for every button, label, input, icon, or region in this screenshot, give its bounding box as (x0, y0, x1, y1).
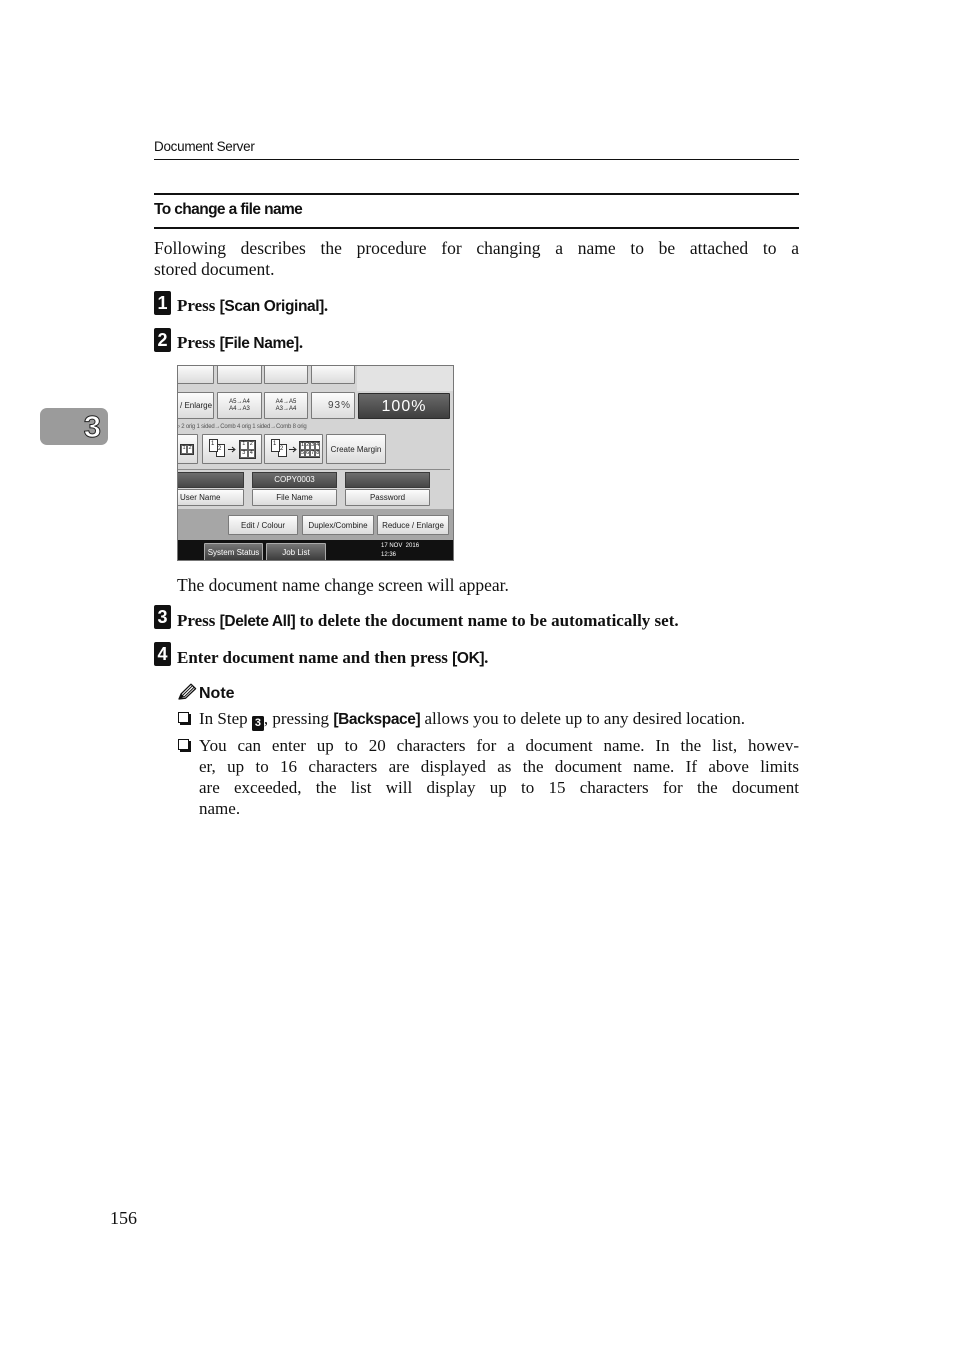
original-page-icon: 2 (216, 444, 225, 457)
note-bullet (199, 735, 799, 819)
preset-label: A3→A4 (275, 405, 297, 412)
step-number-marker: 1 (154, 291, 171, 315)
note-text: In Step (199, 709, 252, 728)
page-digit: 2 (187, 445, 193, 454)
reduce-enlarge-button: Reduce / Enlarge (377, 515, 449, 535)
status-time: 12:36 (381, 552, 397, 558)
screen-button (217, 365, 262, 384)
job-list-button: Job List (266, 543, 326, 561)
combined-page-icon (239, 440, 256, 459)
page-digit: 3 (311, 442, 315, 448)
bullet-box-icon (178, 712, 189, 723)
preset-label: A4→A3 (229, 405, 250, 412)
preset-label: A5→A4 (229, 398, 250, 405)
intro-paragraph (154, 238, 799, 280)
page-digit: 5 (301, 449, 305, 456)
chapter-number: 3 (83, 409, 101, 444)
original-page-icon: 2 (278, 444, 287, 457)
preset-label: A4→A5 (275, 398, 297, 405)
note-text: , pressing (263, 709, 334, 728)
system-status-button: System Status (204, 543, 263, 561)
arrow-right-icon (228, 446, 237, 453)
combine-button-partial (177, 434, 198, 464)
key-name: [Scan Original] (219, 298, 324, 315)
enlarge-button: / Enlarge (177, 392, 214, 419)
screen-button (177, 365, 214, 384)
step-number-marker: 2 (154, 328, 171, 352)
combine-8-originals-button (264, 434, 323, 464)
step-text: . (298, 333, 304, 352)
section-rule-top (154, 193, 799, 195)
step-text: Enter document name and then press (177, 648, 453, 667)
status-date: 17 NOV 2016 (381, 543, 420, 549)
page-digit: 4 (248, 450, 256, 459)
password-value (345, 472, 430, 488)
running-header: Document Server (154, 139, 255, 154)
step-text: Press (177, 333, 220, 352)
file-name-value: COPY0003 (252, 472, 337, 488)
pencil-icon (177, 683, 197, 701)
section-title: To change a file name (154, 201, 303, 218)
screen-panel (357, 366, 454, 391)
screen-caption: The document name change screen will appear. (177, 575, 509, 595)
screen-button (264, 365, 308, 384)
step-text: . (323, 296, 329, 315)
preset-ratio-button (264, 392, 308, 419)
page-digit: 2 (306, 442, 310, 448)
ratio-button: 93% (311, 392, 355, 419)
create-margin-button: Create Margin (326, 434, 386, 464)
duplex-combine-button: Duplex/Combine (302, 515, 374, 535)
note-line: are exceeded, the list will display up to 15 characters for the document (199, 778, 799, 797)
step-text: Press (177, 611, 220, 630)
page-digit: 7 (311, 449, 315, 456)
full-size-button: 100% (358, 393, 450, 419)
combine-2-originals-button (202, 434, 262, 464)
page-digit: 1 (240, 441, 248, 450)
arrow-right-icon (289, 446, 298, 453)
note-line: You can enter up to 20 characters for a document name. In the list, howev- (199, 736, 799, 755)
note-line: name. (199, 799, 241, 818)
original-page-icon: 1 (209, 439, 218, 452)
page-digit: 1 (301, 442, 305, 448)
page-digit: 2 (248, 441, 256, 450)
page-digit: 1 (181, 445, 187, 454)
preset-ratio-button (217, 392, 262, 419)
step-number-marker: 4 (154, 642, 171, 666)
page-digit: 3 (240, 450, 248, 459)
step-instruction (177, 611, 679, 632)
edit-colour-button: Edit / Colour (228, 515, 298, 535)
header-rule (154, 159, 799, 160)
original-page-icon: 1 (271, 439, 280, 452)
key-name: [Delete All] (219, 613, 296, 630)
note-line: er, up to 16 characters are displayed as the document name. If above limits (199, 757, 799, 776)
page-digit: 8 (316, 449, 320, 456)
intro-line: stored document. (154, 259, 275, 279)
key-name: [Backspace] (333, 711, 421, 728)
combined-page-icon (299, 441, 320, 458)
copier-screen-screenshot (177, 365, 454, 561)
combine-label: › 2 orig 1 sided→Comb 4 orig 1 sided→Comb 8 orig (178, 424, 307, 430)
step-number-marker: 3 (154, 605, 171, 629)
screen-button (311, 365, 355, 384)
intro-line: Following describes the procedure for changing a name to be attached to a (154, 238, 799, 258)
step-text: . (484, 648, 489, 667)
step-text: to delete the document name to be automatically set. (295, 611, 679, 630)
note-heading: Note (199, 685, 235, 702)
file-name-button: File Name (252, 489, 337, 506)
step-text: Press (177, 296, 220, 315)
chapter-tab (40, 408, 108, 445)
step-instruction (177, 296, 328, 317)
password-button: Password (345, 489, 430, 506)
note-bullet (199, 708, 799, 731)
section-rule-bottom (154, 227, 799, 229)
key-name: [OK] (452, 650, 485, 667)
step-instruction (177, 333, 303, 354)
key-name: [File Name] (219, 335, 299, 352)
user-name-button: User Name (177, 489, 244, 506)
page-digit: 6 (306, 449, 310, 456)
step-reference-icon: 3 (252, 716, 264, 731)
bullet-box-icon (178, 739, 189, 750)
page-number: 156 (110, 1208, 137, 1228)
step-instruction (177, 648, 488, 669)
note-text: allows you to delete up to any desired location. (420, 709, 746, 728)
user-name-value (177, 472, 244, 488)
page-grid-icon (180, 444, 194, 455)
page-digit: 4 (316, 442, 320, 448)
screen-divider (178, 469, 450, 470)
